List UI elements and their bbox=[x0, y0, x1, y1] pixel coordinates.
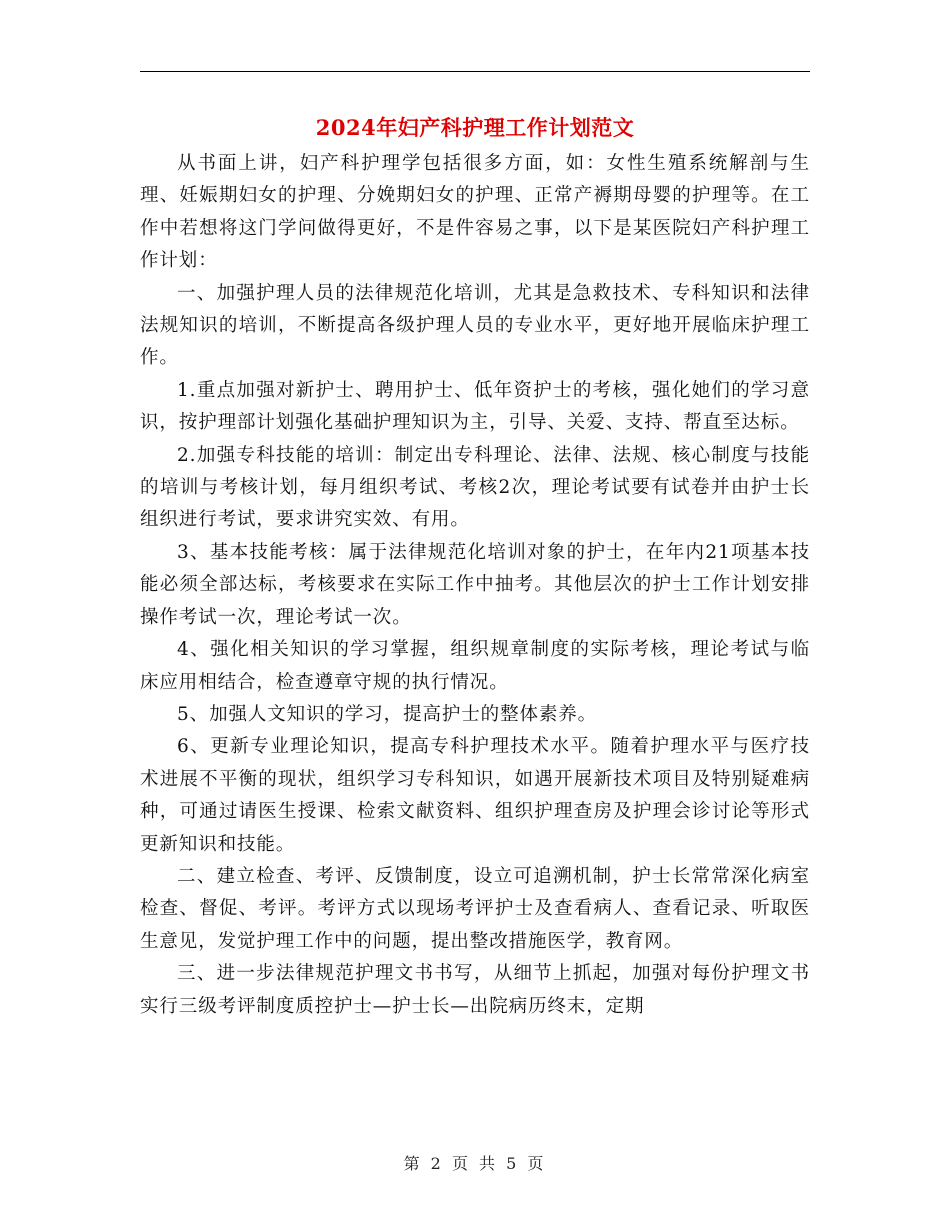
document-body bbox=[140, 148, 810, 1023]
paragraph-intro: 从书面上讲，妇产科护理学包括很多方面，如：女性生殖系统解剖与生理、妊娠期妇女的护理、分娩期妇女的护理、正常产褥期母婴的护理等。在工作中若想将这门学问做得更好，不是件容易之事，以下是某医院妇产科护理工作计划： bbox=[140, 153, 810, 272]
page-number-footer: 第 2 页 共 5 页 bbox=[403, 1154, 547, 1173]
paragraph-item-3: 3、基本技能考核：属于法律规范化培训对象的护士，在年内21项基本技能必须全部达标，考核要求在实际工作中抽考。其他层次的护士工作计划安排操作考试一次，理论考试一次。 bbox=[140, 541, 810, 628]
paragraph-section-3: 三、进一步法律规范护理文书书写，从细节上抓起，加强对每份护理文书实行三级考评制度质控护士—护士长—出院病历终末，定期 bbox=[140, 963, 810, 1017]
paragraph-section-2: 二、建立检查、考评、反馈制度，设立可追溯机制，护士长常常深化病室检查、督促、考评。考评方式以现场考评护士及查看病人、查看记录、听取医生意见，发觉护理工作中的问题，提出整改措施医学，教育网。 bbox=[140, 865, 810, 952]
paragraph-section-1: 一、加强护理人员的法律规范化培训，尤其是急救技术、专科知识和法律法规知识的培训，不断提高各级护理人员的专业水平，更好地开展临床护理工作。 bbox=[140, 282, 810, 369]
document-title: 2024年妇产科护理工作计划范文 bbox=[315, 115, 635, 140]
paragraph-item-4: 4、强化相关知识的学习掌握，组织规章制度的实际考核，理论考试与临床应用相结合，检查遵章守规的执行情况。 bbox=[140, 639, 810, 693]
paragraph-item-5: 5、加强人文知识的学习，提高护士的整体素养。 bbox=[177, 703, 598, 725]
header-rule bbox=[140, 71, 810, 72]
paragraph-item-6: 6、更新专业理论知识，提高专科护理技术水平。随着护理水平与医疗技术进展不平衡的现状，组织学习专科知识，如遇开展新技术项目及特别疑难病种，可通过请医生授课、检索文献资料、组织护理查房及护理会诊讨论等形式更新知识和技能。 bbox=[140, 736, 810, 855]
paragraph-item-2: 2.加强专科技能的培训：制定出专科理论、法律、法规、核心制度与技能的培训与考核计划，每月组织考试、考核2次，理论考试要有试卷并由护士长组织进行考试，要求讲究实效、有用。 bbox=[140, 444, 810, 531]
paragraph-item-1: 1.重点加强对新护士、聘用护士、低年资护士的考核，强化她们的学习意识，按护理部计划强化基础护理知识为主，引导、关爱、支持、帮直至达标。 bbox=[140, 379, 810, 434]
